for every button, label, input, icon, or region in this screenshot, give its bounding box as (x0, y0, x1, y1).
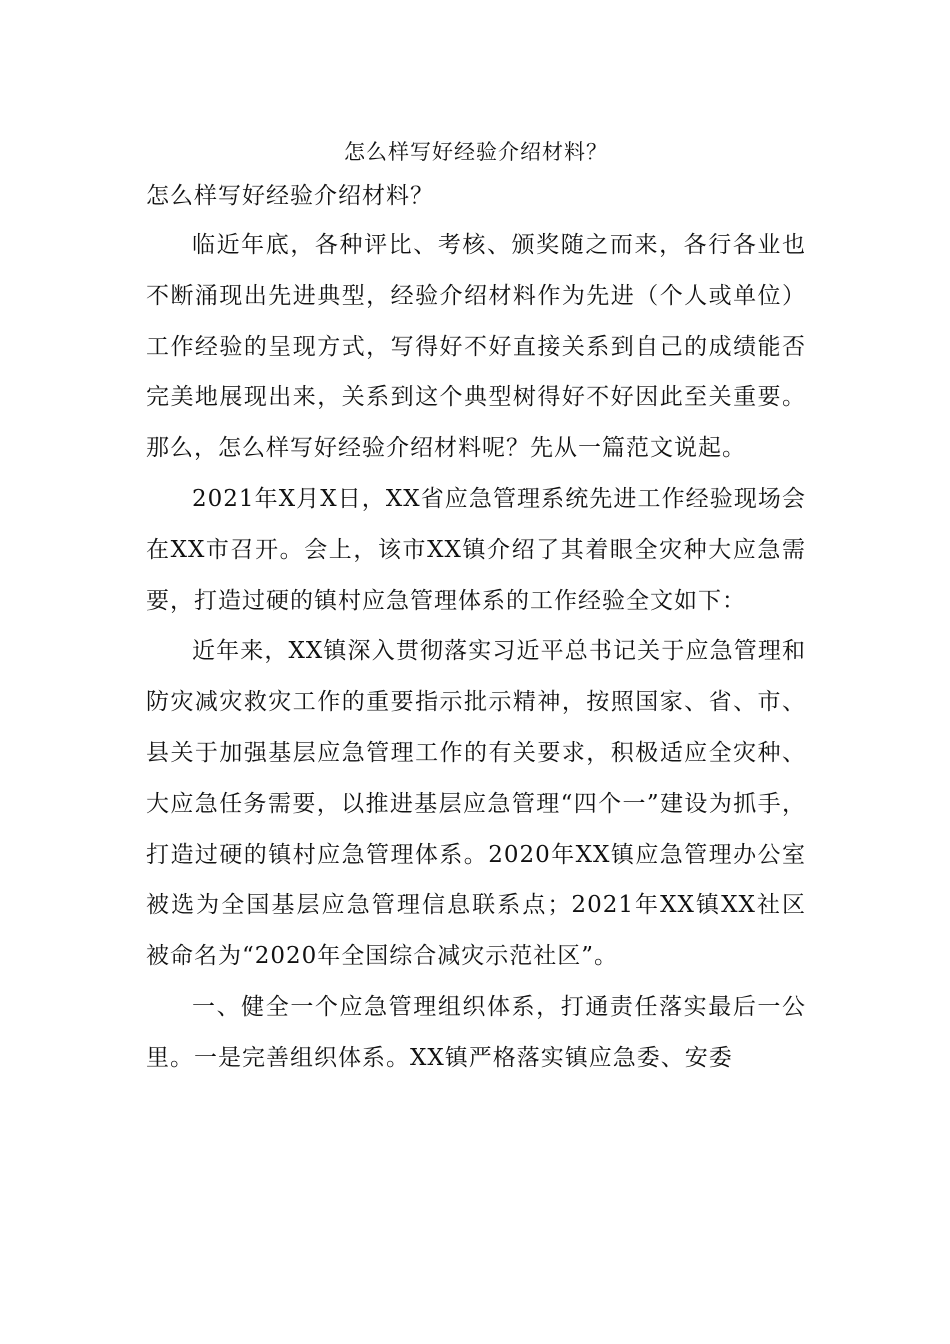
paragraph-overview: 近年来，XX镇深入贯彻落实习近平总书记关于应急管理和防灾减灾救灾工作的重要指示批示精神，按照国家、省、市、县关于加强基层应急管理工作的有关要求，积极适应全灾种、大应急任务需要，以推进基层应急管理“四个一”建设为抓手，打造过硬的镇村应急管理体系。2020年XX镇应急管理办公室被选为全国基层应急管理信息联系点；2021年XX镇XX社区被命名为“2020年全国综合减灾示范社区”。 (146, 638, 806, 970)
paragraph-section-one: 一、健全一个应急管理组织体系，打通责任落实最后一公里。一是完善组织体系。XX镇严格落实镇应急委、安委 (146, 993, 806, 1071)
paragraph-intro: 临近年底，各种评比、考核、颁奖随之而来，各行各业也不断涌现出先进典型，经验介绍材料作为先进（个人或单位）工作经验的呈现方式，写得好不好直接关系到自己的成绩能否完美地展现出来，关系到这个典型树得好不好因此至关重要。那么，怎么样写好经验介绍材料呢？先从一篇范文说起。 (146, 232, 806, 462)
document-subtitle: 怎么样写好经验介绍材料？ (146, 183, 434, 209)
paragraph-meeting: 2021年X月X日，XX省应急管理系统先进工作经验现场会在XX市召开。会上，该市XX镇介绍了其着眼全灾种大应急需要，打造过硬的镇村应急管理体系的工作经验全文如下： (146, 485, 806, 614)
document-title: 怎么样写好经验介绍材料？ (344, 140, 608, 164)
document-page (146, 132, 806, 1084)
